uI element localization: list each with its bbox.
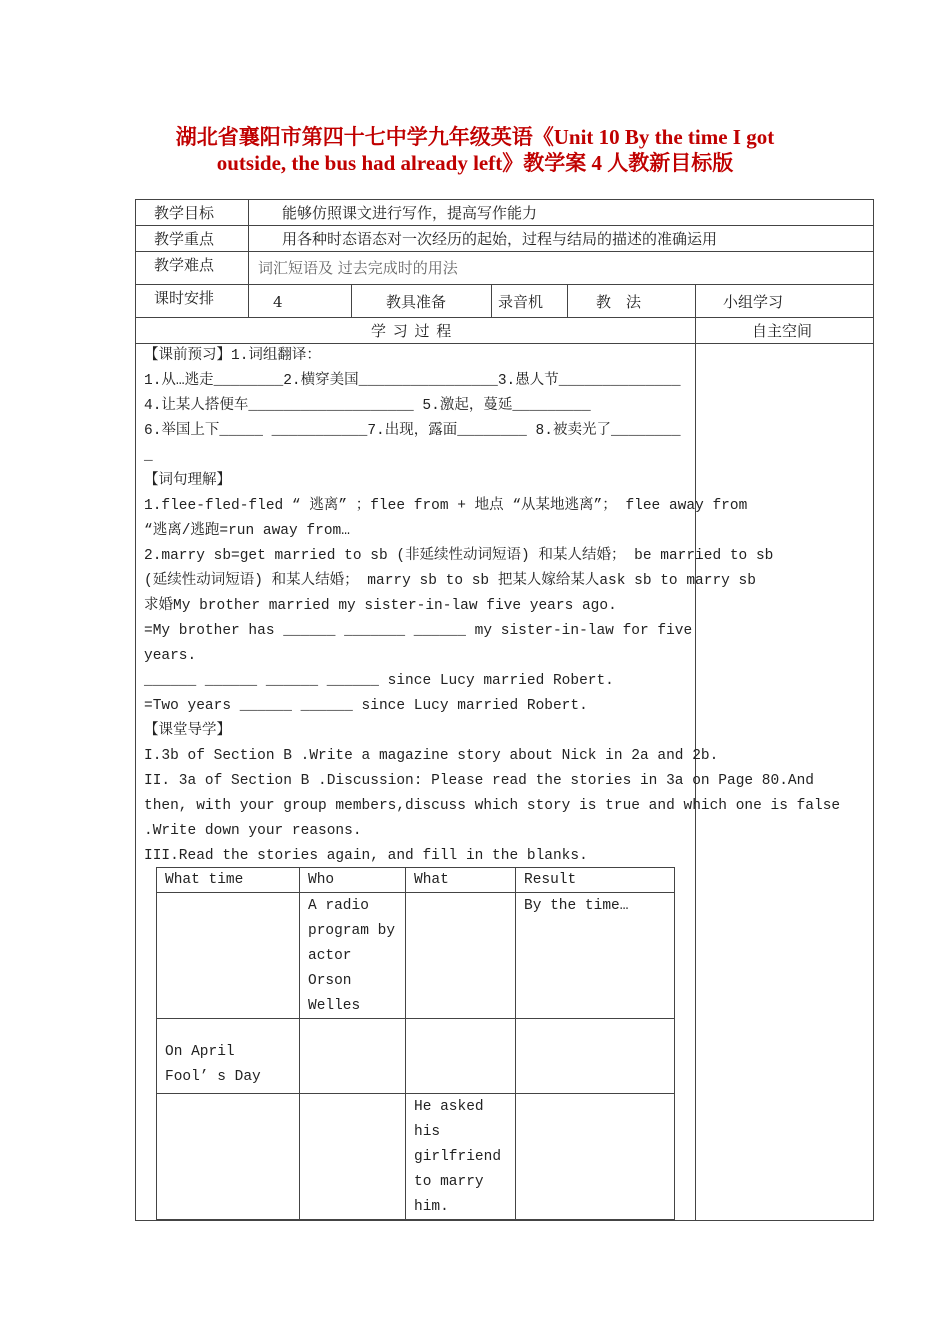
story-cell: By the time… — [524, 898, 629, 914]
title-line-2: outside, the bus had already left》教学案 4 人教新目标版 — [216, 151, 734, 175]
vocab-line-3: 2.marry sb=get married to sb (非延续性动词短语) 和某人结婚； be married to sb — [144, 548, 774, 564]
tools-value: 录音机 — [498, 293, 544, 311]
difficulty-label: 教学难点 — [154, 256, 215, 274]
guide-line-4: .Write down your reasons. — [144, 823, 362, 839]
story-cell: He asked his girlfriend to marry him. — [414, 1099, 502, 1215]
hours-label: 课时安排 — [154, 289, 215, 307]
vocab-line-4: (延续性动词短语) 和某人结婚； marry sb to sb 把某人嫁给某人ask sb to marry sb — [144, 573, 756, 589]
vocab-line-2: “逃离/逃跑=run away from… — [144, 523, 350, 539]
key-value: 用各种时态语态对一次经历的起始，过程与结局的描述的准确运用 — [282, 230, 718, 248]
guide-heading: 【课堂导学】 — [144, 723, 231, 739]
preview-heading: 【课前预习】1.词组翻译： — [144, 348, 321, 364]
preview-line-3: 6.举国上下_____ ___________7.出现，露面________ 8.被卖光了________ — [144, 423, 681, 439]
difficulty-value: 词汇短语及 过去完成时的用法 — [258, 259, 458, 277]
goal-value: 能够仿照课文进行写作，提高写作能力 — [282, 204, 538, 222]
title-line-1: 湖北省襄阳市第四十七中学九年级英语《Unit 10 By the time I got — [175, 125, 775, 149]
vocab-line-8: ______ ______ ______ ______ since Lucy married Robert. — [144, 673, 614, 689]
preview-line-2: 4.让某人搭便车___________________ 5.激起，蔓延_________ — [144, 398, 591, 414]
story-header-result: Result — [524, 872, 577, 888]
vocab-line-7: years. — [144, 648, 197, 664]
story-cell: A radio program by actor Orson Welles — [308, 898, 396, 1014]
story-header-who: Who — [308, 872, 335, 888]
key-label: 教学重点 — [154, 230, 215, 248]
guide-line-2: II. 3a of Section B .Discussion: Please read the stories in 3a on Page 80.And — [144, 773, 815, 789]
preview-line-1: 1.从…逃走________2.横穿美国________________3.愚人节______________ — [144, 373, 681, 389]
vocab-line-6: =My brother has ______ _______ ______ my sister-in-law for five — [144, 623, 693, 639]
story-cell: On April Fool’ s Day — [165, 1044, 261, 1085]
method-value: 小组学习 — [723, 293, 784, 311]
vocab-line-9: =Two years ______ ______ since Lucy married Robert. — [144, 698, 588, 714]
document-title — [0, 124, 950, 176]
vocab-heading: 【词句理解】 — [144, 473, 231, 489]
guide-line-3: then, with your group members,discuss which story is true and which one is false — [144, 798, 841, 814]
method-label: 教 法 — [596, 293, 642, 311]
guide-line-5: III.Read the stories again, and fill in the blanks. — [144, 848, 588, 864]
guide-line-1: I.3b of Section B .Write a magazine story about Nick in 2a and 2b. — [144, 748, 719, 764]
preview-line-4: _ — [144, 448, 153, 464]
process-header: 学 习 过 程 — [371, 322, 453, 340]
story-header-time: What time — [165, 872, 244, 888]
story-header-what: What — [414, 872, 449, 888]
hours-value: 4 — [273, 293, 283, 311]
space-header: 自主空间 — [752, 322, 813, 340]
goal-label: 教学目标 — [154, 204, 215, 222]
vocab-line-5: 求婚My brother married my sister-in-law five years ago. — [144, 598, 617, 614]
vocab-line-1: 1.flee-fled-fled “ 逃离” ；flee from + 地点 “从某地逃离”； flee away from — [144, 498, 748, 514]
tools-label: 教具准备 — [386, 293, 447, 311]
